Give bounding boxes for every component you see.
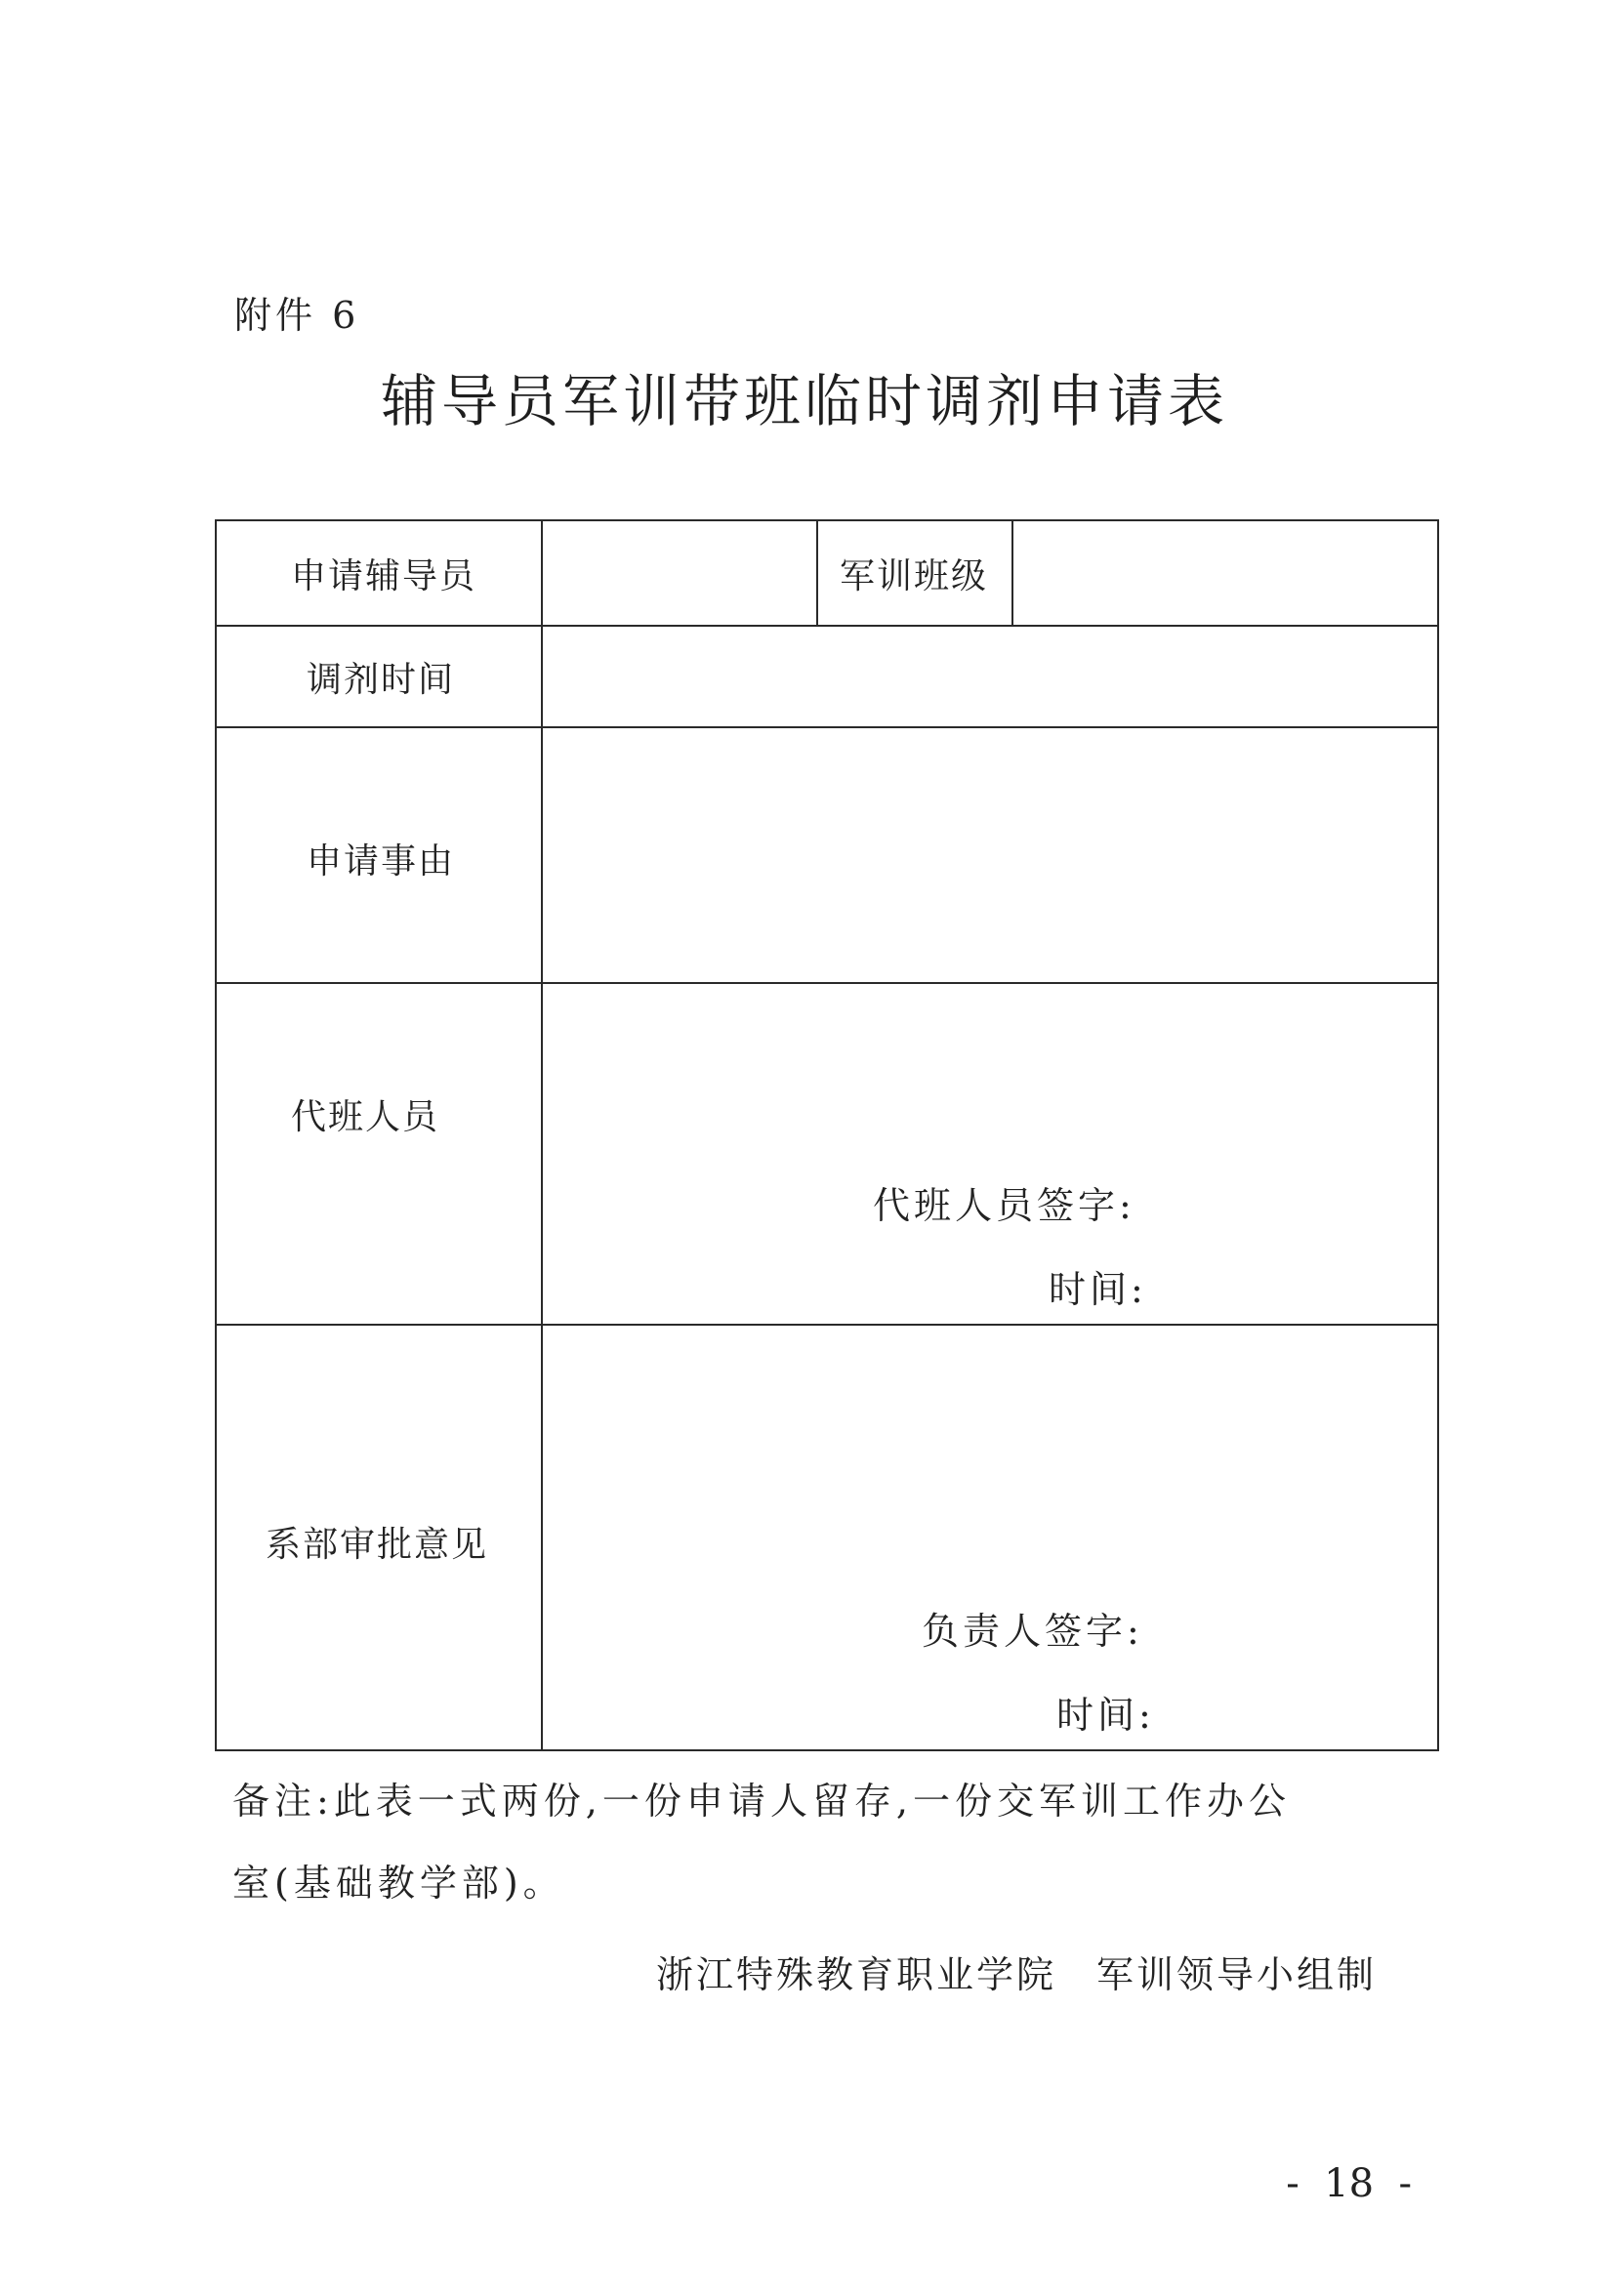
attachment-label: 附件 6	[234, 294, 360, 337]
adjust-time-value-cell[interactable]	[543, 627, 1439, 726]
applicant-label: 申请辅导员	[291, 556, 477, 596]
note-line-2: 室(基础教学部)。	[232, 1862, 565, 1905]
dept-approval-label: 系部审批意见	[266, 1525, 489, 1565]
class-value-cell[interactable]	[1013, 521, 1439, 625]
note-line-1: 备注:此表一式两份,一份申请人留存,一份交军训工作办公	[232, 1780, 1291, 1823]
column-divider	[816, 521, 818, 625]
document-title: 辅导员军训带班临时调剂申请表	[380, 368, 1228, 434]
substitute-signature-label: 代班人员签字:	[873, 1184, 1135, 1227]
reason-label: 申请事由	[307, 841, 456, 882]
application-form-table	[215, 519, 1439, 1751]
page-number-dash-left: -	[1286, 2161, 1325, 2206]
page-number	[1286, 2161, 1412, 2206]
issuer-line: 浙江特殊教育职业学院 军训领导小组制	[655, 1953, 1377, 1996]
reason-value-cell[interactable]	[543, 728, 1439, 982]
page-number-dash-right: -	[1374, 2161, 1412, 2206]
adjust-time-label: 调剂时间	[307, 660, 456, 700]
substitute-time-label: 时间:	[1049, 1268, 1147, 1311]
dept-signature-label: 负责人签字:	[922, 1610, 1143, 1653]
applicant-value-cell[interactable]	[543, 521, 816, 625]
page-number-value: 18	[1324, 2161, 1375, 2206]
dept-time-label: 时间:	[1056, 1694, 1155, 1737]
substitute-label: 代班人员	[291, 1097, 440, 1137]
class-label: 军训班级	[840, 556, 989, 596]
dept-approval-value-cell[interactable]	[543, 1326, 1439, 1749]
substitute-value-cell[interactable]	[543, 984, 1439, 1324]
